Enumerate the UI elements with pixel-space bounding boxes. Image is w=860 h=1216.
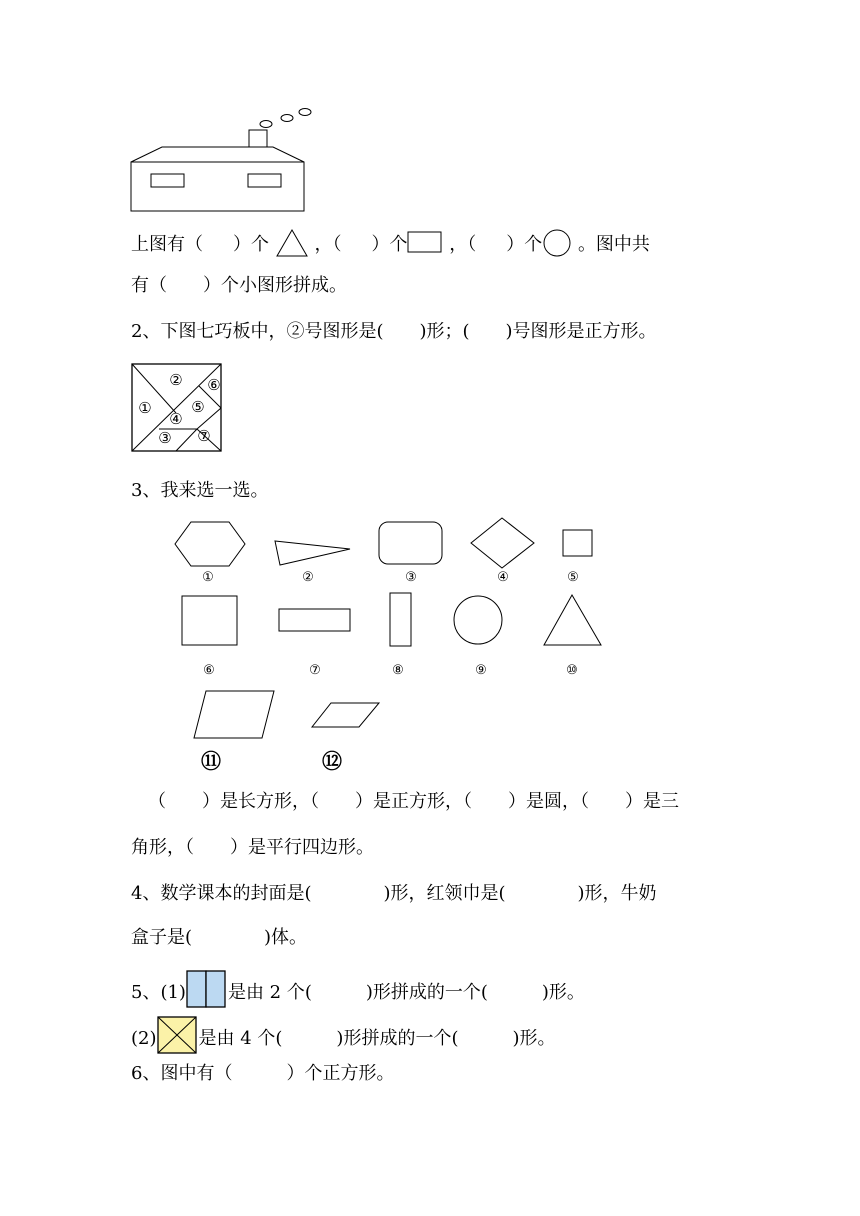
shape-label-1: ① <box>202 570 214 585</box>
tangram-label-6: ⑥ <box>207 376 221 394</box>
shape-label-6: ⑥ <box>203 663 215 678</box>
tangram-label-5: ⑤ <box>191 398 205 416</box>
q1-line2: 有（ ）个小图形拼成。 <box>131 275 347 296</box>
square-with-diagonals-icon <box>157 1016 199 1056</box>
rectangle-icon <box>407 231 443 255</box>
two-rectangles-icon <box>186 970 228 1010</box>
shape-obtuse-triangle <box>274 535 352 567</box>
q4-line2: 盒子是( )体。 <box>131 927 308 948</box>
shape-tall-rectangle <box>388 592 414 648</box>
shape-label-12: ⑫ <box>322 749 342 773</box>
q2-text: 2、下图七巧板中，②号图形是( )形；( )号图形是正方形。 <box>131 321 657 342</box>
shape-large-square <box>181 595 239 647</box>
house-figure <box>128 104 308 214</box>
q5-line1 <box>131 970 585 1010</box>
shape-label-4: ④ <box>497 570 509 585</box>
shape-parallelogram-flat <box>311 702 381 730</box>
shape-wide-rectangle <box>278 608 352 633</box>
q1-text-c: ，（ <box>314 234 342 255</box>
shape-triangle <box>543 594 603 648</box>
q3-title: 3、我来选一选。 <box>131 480 269 501</box>
triangle-icon <box>275 228 309 258</box>
q1-text-b: ）个 <box>233 234 269 255</box>
q5-line1-suffix: 是由 2 个( )形拼成的一个( )形。 <box>227 982 585 1003</box>
q1-text-f: ）个 <box>506 234 543 255</box>
shape-small-square <box>562 529 594 557</box>
q1-line1 <box>131 228 650 258</box>
shape-label-11: ⑪ <box>201 749 221 773</box>
q5-line2-prefix: (2) <box>131 1028 157 1049</box>
shape-label-5: ⑤ <box>567 570 579 585</box>
shape-label-9: ⑨ <box>475 663 487 678</box>
q3-answer-line1: （ ）是长方形，（ ）是正方形，（ ）是圆，（ ）是三 <box>148 791 679 812</box>
q6-text: 6、图中有（ ）个正方形。 <box>131 1063 395 1084</box>
q1-text-e: ，（ <box>449 234 477 255</box>
q4-line1: 4、数学课本的封面是( )形，红领巾是( )形，牛奶 <box>131 883 657 904</box>
shape-parallelogram-tall <box>193 690 277 740</box>
q5-line1-prefix: 5、(1) <box>131 982 186 1003</box>
q5-line2-suffix: 是由 4 个( )形拼成的一个( )形。 <box>198 1028 556 1049</box>
tangram-label-2: ② <box>169 371 183 389</box>
shape-label-8: ⑧ <box>392 663 404 678</box>
tangram-label-4: ④ <box>169 410 183 428</box>
shape-circle <box>452 595 506 647</box>
shape-hexagon <box>174 521 246 567</box>
tangram-label-3: ③ <box>158 429 172 447</box>
q5-line2 <box>131 1016 555 1056</box>
q3-answer-line2: 角形，（ ）是平行四边形。 <box>131 837 374 858</box>
circle-icon <box>542 228 572 258</box>
shape-label-7: ⑦ <box>309 663 321 678</box>
q1-text-d: ）个 <box>371 234 408 255</box>
tangram-label-1: ① <box>138 399 152 417</box>
shape-label-10: ⑩ <box>566 663 578 678</box>
tangram-label-7: ⑦ <box>197 427 211 445</box>
tangram-figure <box>131 363 223 453</box>
shape-label-3: ③ <box>405 570 417 585</box>
shape-label-2: ② <box>302 570 314 585</box>
shape-rhombus <box>470 517 536 569</box>
shape-rounded-rectangle <box>378 521 444 565</box>
q1-text-g: 。图中共 <box>577 234 650 255</box>
q1-text-a: 上图有（ <box>131 234 203 255</box>
